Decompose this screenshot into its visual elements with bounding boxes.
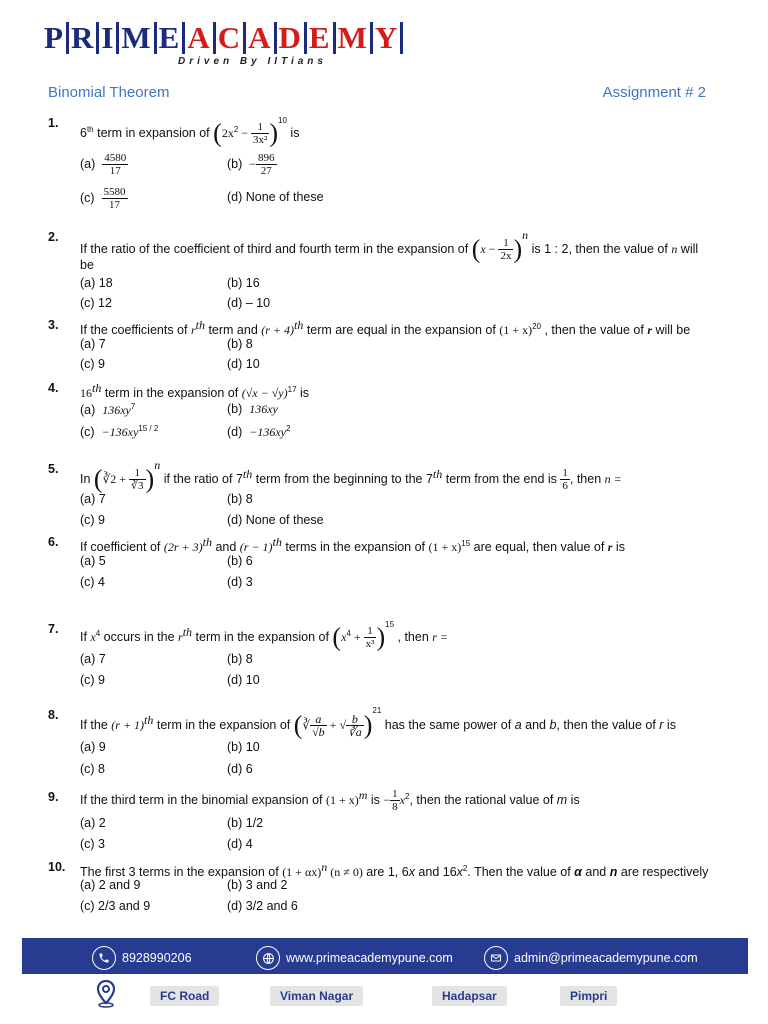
fraction <box>256 152 277 177</box>
stem-text: is <box>367 793 384 808</box>
stem-text: will be <box>652 323 691 338</box>
stem-text: If <box>80 630 91 644</box>
paren: ( <box>471 234 481 264</box>
paren: ( <box>293 710 303 740</box>
stem-text: If coefficient of <box>80 540 164 555</box>
superscript: m <box>358 788 368 802</box>
superscript: th <box>294 318 304 332</box>
question-number: 2. <box>48 230 59 244</box>
fraction <box>498 237 513 262</box>
stem-text: has the same power of <box>384 718 515 732</box>
fraction <box>251 121 269 146</box>
stem-text: term and <box>204 323 262 338</box>
stem-text: is <box>663 718 676 732</box>
prime-academy-logo <box>42 20 399 68</box>
location-pimpri[interactable]: Pimpri <box>560 986 617 1006</box>
option-b[interactable] <box>227 152 277 177</box>
option-label: (b) <box>227 402 243 416</box>
math: x <box>456 865 463 880</box>
stem-text: 6 <box>80 126 87 140</box>
stem-text: term from the end is <box>442 472 561 486</box>
math: + <box>326 718 340 732</box>
stem-text: is 1 : 2, then the value of <box>531 242 672 256</box>
math: n <box>671 242 678 256</box>
question-stem <box>80 226 728 262</box>
email-link[interactable] <box>484 946 698 970</box>
denominator: ∛a <box>348 725 362 740</box>
math: n = <box>604 472 622 486</box>
stem-text: term in the expansion of <box>153 718 294 732</box>
math: r <box>607 540 613 555</box>
paren: ) <box>513 234 523 264</box>
math: (1 + αx) <box>282 865 322 880</box>
fraction <box>346 713 364 738</box>
math: − <box>383 793 391 808</box>
paren: ( <box>332 622 342 652</box>
option-a[interactable]: (a) 2 <box>80 816 106 830</box>
math: x <box>399 793 405 808</box>
phone-contact[interactable] <box>92 946 192 970</box>
logo-tagline: Driven By IITians <box>178 56 327 67</box>
stem-text: , then the value of <box>541 323 648 338</box>
superscript: th <box>202 535 212 549</box>
math: 2x <box>221 126 234 140</box>
numerator: 1 <box>498 237 513 250</box>
email-icon <box>484 946 508 970</box>
option-d[interactable]: (d) None of these <box>227 513 324 527</box>
question-stem <box>80 316 728 339</box>
stem-text: , then <box>569 472 605 486</box>
stem-text: term in the expansion of <box>192 630 333 644</box>
option-a[interactable]: (a) 7 <box>80 652 106 666</box>
superscript: 15 <box>461 539 471 548</box>
option-a[interactable]: (a) 2 and 9 <box>80 878 141 892</box>
website-link[interactable] <box>256 946 453 970</box>
math: n <box>609 865 618 880</box>
denominator: √b <box>312 725 325 740</box>
question-number: 6. <box>48 535 59 549</box>
logo-letter: E <box>157 22 186 54</box>
stem-text: and 16 <box>414 865 457 880</box>
math: (r + 1) <box>111 718 145 732</box>
option-c[interactable]: (c) 9 <box>80 357 105 371</box>
logo-letter: M <box>119 22 156 54</box>
superscript: 2 <box>405 792 410 801</box>
stem-text: , then the rational value of <box>409 793 557 808</box>
superscript: th <box>432 466 443 481</box>
denominator: 17 <box>109 165 121 177</box>
paren: ) <box>145 464 155 494</box>
topic-title: Binomial Theorem <box>48 84 170 101</box>
contact-footer-bar <box>22 938 748 974</box>
option-label: (a) <box>80 156 96 171</box>
option-c[interactable]: (c) 8 <box>80 762 105 776</box>
stem-text: and <box>211 540 240 555</box>
stem-text: are 1, 6 <box>362 865 409 880</box>
paren: ( <box>213 118 222 148</box>
stem-text: is <box>290 126 300 140</box>
option-b[interactable]: (b) 8 <box>227 492 253 506</box>
option-a[interactable]: (a) 7 <box>80 492 106 506</box>
stem-text: The first 3 terms in the expansion of <box>80 865 283 880</box>
superscript: n <box>321 860 328 874</box>
option-d[interactable]: (d) 3/2 and 6 <box>227 899 298 913</box>
math: 136xy <box>102 403 131 418</box>
logo-letter: R <box>69 22 99 54</box>
denominator: ∛3 <box>131 480 144 493</box>
stem-text: is <box>612 540 625 555</box>
superscript: 21 <box>372 706 382 715</box>
question-stem <box>80 112 728 146</box>
option-label: (a) <box>80 403 96 418</box>
option-label: (d) <box>227 425 243 440</box>
math: − <box>238 126 252 140</box>
numerator: 1 <box>392 788 398 801</box>
stem-text: term are equal in the expansion of <box>303 323 500 338</box>
stem-text: term in expansion of <box>93 126 214 140</box>
superscript: 17 <box>287 385 297 394</box>
option-a[interactable]: (a) 5 <box>80 554 106 568</box>
option-a[interactable]: (a) 9 <box>80 740 106 754</box>
option-label: (b) <box>227 156 243 171</box>
stem-text: If the coefficients of <box>80 323 191 338</box>
math: x <box>90 630 96 644</box>
math: (1 + x) <box>499 323 533 338</box>
numerator: 4580 <box>104 152 127 164</box>
location-viman-nagar[interactable]: Viman Nagar <box>270 986 363 1006</box>
option-d[interactable]: (d) 3 <box>227 575 253 589</box>
numerator: 896 <box>258 152 275 164</box>
question-stem <box>80 702 728 738</box>
superscript: n <box>154 458 161 472</box>
denominator: 8 <box>392 801 398 814</box>
option-c[interactable]: (c) 12 <box>80 296 112 310</box>
math: 136xy <box>249 402 278 416</box>
option-a[interactable] <box>80 402 135 418</box>
stem-text: If the third term in the binomial expansion of <box>80 793 326 808</box>
option-d[interactable]: (d) None of these <box>227 190 324 204</box>
paren: ) <box>269 118 279 148</box>
paren: ) <box>376 622 386 652</box>
math: + <box>350 630 364 644</box>
numerator: 1 <box>364 625 377 638</box>
phone-icon <box>92 946 116 970</box>
option-c[interactable]: (c) 4 <box>80 575 105 589</box>
stem-text: term from the beginning to the 7 <box>252 472 433 486</box>
logo-letter: A <box>185 22 215 54</box>
stem-text: be <box>80 258 94 272</box>
math: b <box>549 718 557 732</box>
logo-letter: A <box>246 22 276 54</box>
math: a <box>514 718 522 732</box>
stem-text: and <box>581 865 610 880</box>
option-d[interactable]: (d) 4 <box>227 837 253 851</box>
option-b[interactable]: (b) 16 <box>227 276 260 290</box>
logo-letter: I <box>99 22 119 54</box>
logo-letter: P <box>42 22 69 54</box>
denominator: 6 <box>562 480 568 493</box>
math: (n ≠ 0) <box>327 865 363 880</box>
globe-icon <box>256 946 280 970</box>
question-number: 5. <box>48 462 59 476</box>
math: (r − 1) <box>239 540 273 555</box>
root-sign: √ <box>339 718 347 732</box>
stem-text: is <box>567 793 580 808</box>
question-number: 9. <box>48 790 59 804</box>
stem-text: In <box>80 472 94 486</box>
question-stem <box>80 786 728 813</box>
numerator: 1 <box>251 121 269 134</box>
logo-letter: E <box>307 22 336 54</box>
superscript: th <box>86 124 94 134</box>
option-c[interactable] <box>80 186 128 211</box>
fraction <box>560 467 570 492</box>
superscript: th <box>195 318 205 332</box>
math: (1 + x) <box>428 540 462 555</box>
option-d[interactable]: (d) 6 <box>227 762 253 776</box>
math: r <box>190 323 196 338</box>
option-a[interactable]: (a) 7 <box>80 337 106 351</box>
denominator: 27 <box>260 165 272 177</box>
stem-text: occurs in the <box>100 630 179 644</box>
option-d[interactable]: (d) 10 <box>227 673 260 687</box>
superscript: 2 <box>233 124 239 134</box>
location-pin-icon <box>96 980 116 1008</box>
math: r <box>659 718 664 732</box>
option-d[interactable]: (d) 10 <box>227 357 260 371</box>
stem-text: is <box>296 386 310 401</box>
question-number: 7. <box>48 622 59 636</box>
numerator: 1 <box>129 467 146 480</box>
logo-prime-word <box>42 22 185 54</box>
option-c[interactable]: (c) 2/3 and 9 <box>80 899 151 913</box>
fraction <box>390 788 400 813</box>
numerator: b <box>346 713 364 726</box>
location-hadapsar[interactable]: Hadapsar <box>432 986 507 1006</box>
superscript: th <box>242 466 253 481</box>
question-number: 8. <box>48 708 59 722</box>
email-address: admin@primeacademypune.com <box>514 951 698 965</box>
question-stem <box>80 858 728 881</box>
math: −136xy <box>101 425 139 440</box>
option-d[interactable] <box>227 424 290 440</box>
superscript: th <box>144 712 154 727</box>
superscript: 7 <box>130 402 136 411</box>
assignment-number: Assignment # 2 <box>602 84 706 101</box>
math: α <box>574 865 582 880</box>
math: 16 <box>80 386 92 401</box>
fraction <box>102 186 128 211</box>
math: (1 + x) <box>325 793 359 808</box>
stem-text: If the <box>80 718 112 732</box>
math: − <box>249 156 257 171</box>
stem-text: , then the value of <box>556 718 660 732</box>
denominator: 3x² <box>253 134 268 147</box>
superscript: 2 <box>462 864 468 873</box>
option-c[interactable]: (c) 9 <box>80 513 105 527</box>
superscript: 15 <box>385 620 395 629</box>
website-url: www.primeacademypune.com <box>286 951 453 965</box>
option-b[interactable]: (b) 1/2 <box>227 816 264 830</box>
math: − <box>485 242 499 256</box>
option-b[interactable]: (b) 6 <box>227 554 253 568</box>
fraction <box>102 152 128 177</box>
paren: ) <box>363 710 373 740</box>
option-b[interactable]: (b) 8 <box>227 652 253 666</box>
stem-text: will <box>677 242 699 256</box>
denominator: 2x <box>500 250 512 263</box>
stem-text: are equal, then value of <box>470 540 608 555</box>
denominator: 17 <box>109 199 121 211</box>
option-label: (c) <box>80 425 95 440</box>
superscript: th <box>272 535 282 549</box>
superscript: n <box>522 228 529 242</box>
logo-letter: M <box>336 22 373 54</box>
stem-text: , then <box>397 630 433 644</box>
logo-letter: C <box>216 22 246 54</box>
logo-academy-word <box>185 22 403 54</box>
logo-letter: Y <box>373 22 403 54</box>
option-c[interactable]: (c) 9 <box>80 673 105 687</box>
math: x <box>408 865 415 880</box>
numerator: 1 <box>562 467 568 480</box>
fraction <box>364 625 377 650</box>
stem-text: if the ratio of 7 <box>163 472 243 486</box>
numerator: 5580 <box>103 186 126 198</box>
denominator: x³ <box>365 638 375 651</box>
math: (r + 4) <box>261 323 295 338</box>
question-number: 10. <box>48 860 66 874</box>
math: (√x − √y) <box>241 386 288 401</box>
question-stem <box>80 456 728 492</box>
logo-letter: D <box>277 22 307 54</box>
option-b[interactable]: (b) 10 <box>227 740 260 754</box>
option-label: (c) <box>80 190 95 205</box>
question-number: 1. <box>48 116 59 130</box>
stem-text: and <box>521 718 550 732</box>
paren: ( <box>93 464 103 494</box>
math: r <box>178 630 183 644</box>
option-c[interactable] <box>80 424 158 440</box>
question-number: 4. <box>48 381 59 395</box>
option-b[interactable]: (b) 8 <box>227 337 253 351</box>
superscript: 15 / 2 <box>138 424 159 433</box>
math: r <box>647 323 652 338</box>
stem-text: term in the expansion of <box>101 386 242 401</box>
phone-number: 8928990206 <box>122 951 192 965</box>
root-sign: ∛ <box>302 718 311 732</box>
stem-text: If the ratio of the coefficient of third and fourth term in the expansion of <box>80 242 469 256</box>
numerator: a <box>310 713 327 726</box>
stem-text: terms in the expansion of <box>281 540 429 555</box>
superscript: 20 <box>532 322 541 331</box>
stem-text: are respectively <box>617 865 709 880</box>
superscript: 2 <box>285 424 291 433</box>
location-fc-road[interactable]: FC Road <box>150 986 219 1006</box>
question-stem <box>80 533 728 556</box>
option-a[interactable]: (a) 18 <box>80 276 113 290</box>
superscript: 4 <box>95 628 101 638</box>
math: m <box>556 793 568 808</box>
option-a[interactable] <box>80 152 128 177</box>
math: −136xy <box>249 425 286 440</box>
math: x <box>480 242 486 256</box>
math: ∛2 <box>102 472 117 486</box>
math: x <box>341 630 347 644</box>
question-number: 3. <box>48 318 59 332</box>
math: r = <box>432 630 449 644</box>
math: (2r + 3) <box>163 540 203 555</box>
superscript: th <box>92 381 102 395</box>
superscript: 4 <box>346 628 351 638</box>
option-b[interactable] <box>227 402 278 417</box>
superscript: 10 <box>278 116 287 125</box>
question-stem <box>80 616 728 650</box>
fraction <box>310 713 327 738</box>
stem-text: . Then the value of <box>467 865 575 880</box>
option-b[interactable]: (b) 3 and 2 <box>227 878 288 892</box>
math: + <box>116 472 130 486</box>
superscript: th <box>182 624 193 639</box>
option-c[interactable]: (c) 3 <box>80 837 105 851</box>
option-d[interactable]: (d) – 10 <box>227 296 271 310</box>
fraction <box>129 467 146 492</box>
question-stem <box>80 379 728 402</box>
